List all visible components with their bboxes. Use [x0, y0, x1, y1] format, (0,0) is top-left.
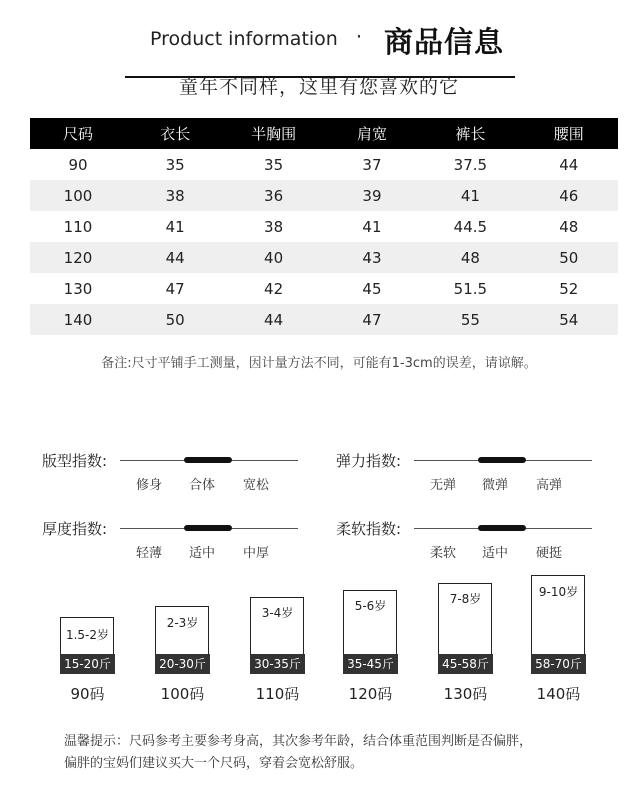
title-chinese: 商品信息: [384, 25, 505, 59]
figure-size: 130码: [443, 685, 488, 703]
table-cell: 35: [165, 155, 185, 174]
table-cell: 36: [224, 180, 322, 211]
table-cell: 51.5: [453, 279, 488, 298]
index-option-selected: 合体: [189, 478, 216, 493]
table-cell: 90: [68, 155, 88, 174]
header-cell-size: 尺码: [30, 118, 126, 149]
index-option-selected: 微弹: [482, 478, 509, 493]
header-cell-waist: 腰围: [520, 118, 618, 149]
table-cell: 54: [520, 304, 618, 335]
table-cell: 48: [421, 242, 519, 273]
index-option: 中厚: [243, 546, 270, 561]
figure-weight: 45-58斤: [438, 654, 493, 674]
index-label: 厚度指数:: [42, 520, 108, 538]
table-row: [30, 149, 618, 180]
table-cell: 120: [30, 242, 126, 273]
index-option: 高弹: [536, 478, 563, 493]
header-cell-pants-length: 裤长: [421, 118, 519, 149]
header-cell-shoulder: 肩宽: [323, 118, 421, 149]
index-option: 柔软: [430, 546, 457, 561]
figure-age: 5-6岁: [354, 599, 387, 613]
index-option: 无弹: [430, 478, 457, 493]
figure-size: 90码: [70, 685, 105, 703]
figure-size: 140码: [536, 685, 581, 703]
measurement-note: 备注:尺寸平铺手工测量，因计量方法不同，可能有1-3cm的误差，请谅解。: [101, 356, 537, 371]
index-label: 柔软指数:: [336, 520, 402, 538]
table-cell: 47: [165, 279, 185, 298]
index-fit: [42, 450, 342, 500]
table-row: [30, 180, 618, 211]
page-header: [0, 18, 638, 62]
header-cell-half-chest: 半胸围: [224, 118, 322, 149]
header-cell-length: 衣长: [126, 118, 224, 149]
figure-weight: 20-30斤: [155, 654, 210, 674]
table-cell: 44: [126, 242, 224, 273]
index-marker: [184, 457, 232, 463]
table-cell: 46: [520, 180, 618, 211]
index-option-selected: 适中: [482, 546, 509, 561]
table-cell: 50: [520, 242, 618, 273]
table-cell: 39: [323, 180, 421, 211]
index-label: 弹力指数:: [336, 452, 402, 470]
title-english: Product information: [150, 28, 338, 50]
table-cell: 41: [421, 180, 519, 211]
index-softness: [336, 518, 636, 568]
figure-weight: 58-70斤: [531, 654, 586, 674]
index-marker: [184, 525, 232, 531]
figure-age: 2-3岁: [166, 616, 199, 630]
table-row: [30, 273, 618, 304]
table-cell: 110: [63, 217, 93, 236]
index-elasticity: [336, 450, 636, 500]
table-cell: 44.5: [453, 217, 488, 236]
table-cell: 41: [165, 217, 185, 236]
figure-weight: 15-20斤: [60, 654, 115, 674]
table-cell: 55: [421, 304, 519, 335]
index-label: 版型指数:: [42, 452, 108, 470]
index-option-selected: 适中: [189, 546, 216, 561]
index-marker: [478, 525, 526, 531]
index-marker: [478, 457, 526, 463]
figure-weight: 30-35斤: [250, 654, 305, 674]
index-option: 硬挺: [536, 546, 563, 561]
figure-age: 7-8岁: [449, 592, 482, 606]
index-option: 修身: [136, 478, 163, 493]
figure-age: 1.5-2岁: [65, 628, 110, 642]
subtitle: 童年不同样，这里有您喜欢的它: [178, 76, 459, 98]
index-thickness: [42, 518, 342, 568]
table-cell: 130: [63, 279, 93, 298]
table-cell: 35: [264, 155, 284, 174]
table-cell: 48: [559, 217, 579, 236]
size-table: [30, 118, 618, 335]
table-cell: 41: [362, 217, 382, 236]
table-cell: 140: [30, 304, 126, 335]
size-table-header-row: [30, 118, 618, 149]
table-cell: 50: [126, 304, 224, 335]
figure-size: 100码: [160, 685, 205, 703]
index-option: 宽松: [243, 478, 270, 493]
table-cell: 100: [30, 180, 126, 211]
table-cell: 52: [559, 279, 579, 298]
table-row: [30, 304, 618, 335]
title-separator-dot: ·: [356, 26, 363, 48]
table-cell: 44: [559, 155, 579, 174]
tip-line-2: 偏胖的宝妈们建议买大一个尺码，穿着会宽松舒服。: [64, 756, 364, 771]
table-cell: 37: [362, 155, 382, 174]
table-cell: 47: [323, 304, 421, 335]
table-cell: 44: [224, 304, 322, 335]
figure-age: 9-10岁: [538, 585, 579, 599]
table-cell: 38: [126, 180, 224, 211]
tip-line-1: 温馨提示：尺码参考主要参考身高，其次参考年龄，结合体重范围判断是否偏胖，: [64, 734, 533, 749]
table-row: [30, 242, 618, 273]
table-cell: 38: [264, 217, 284, 236]
figure-size: 120码: [348, 685, 393, 703]
table-row: [30, 211, 618, 242]
table-cell: 45: [362, 279, 382, 298]
table-cell: 42: [264, 279, 284, 298]
table-cell: 37.5: [453, 155, 488, 174]
figure-size: 110码: [255, 685, 300, 703]
table-cell: 43: [323, 242, 421, 273]
table-cell: 40: [224, 242, 322, 273]
index-option: 轻薄: [136, 546, 163, 561]
figure-weight: 35-45斤: [343, 654, 398, 674]
figure-age: 3-4岁: [261, 606, 294, 620]
